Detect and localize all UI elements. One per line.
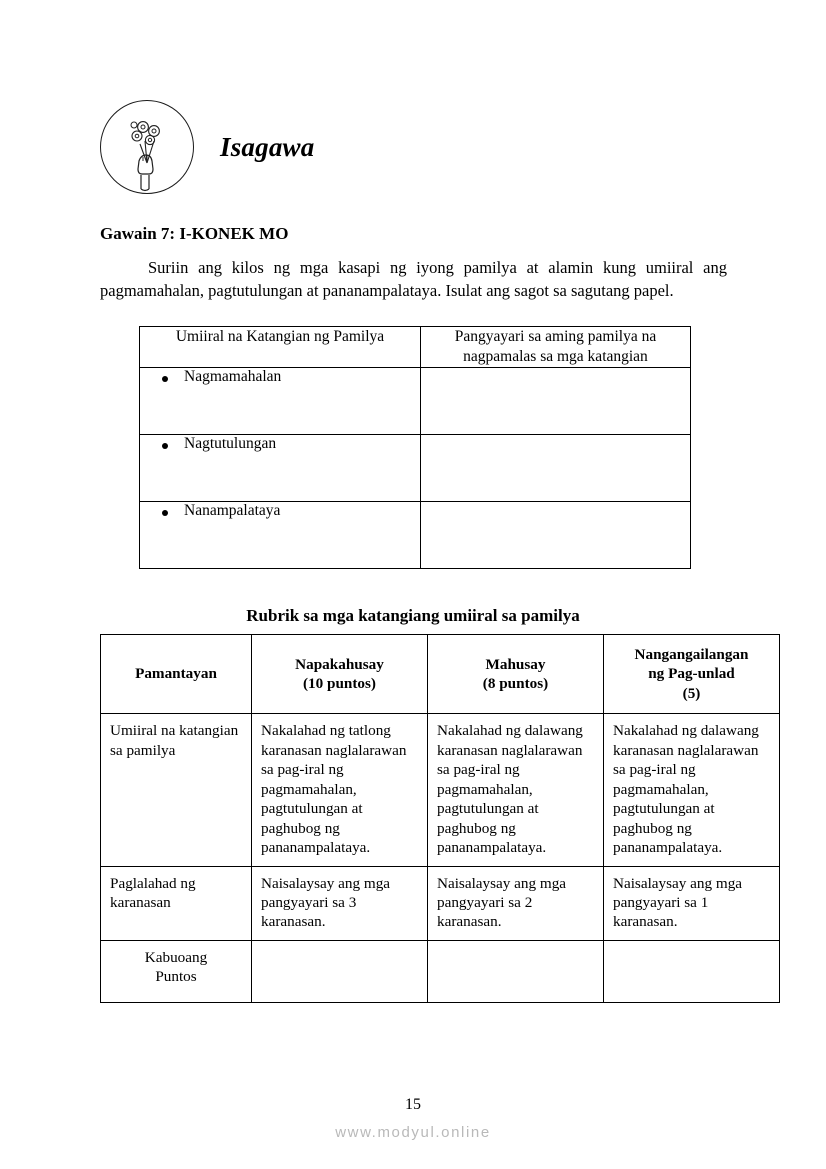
- rubric-header-line: (8 puntos): [482, 675, 549, 693]
- rubric-cell-level-3: Naisalaysay ang mga pangyayari sa 1 karanasan.: [604, 866, 780, 940]
- worksheet-answer-cell[interactable]: [421, 435, 691, 502]
- table-row: [140, 502, 691, 569]
- bullet-icon: [162, 510, 168, 516]
- rubric-header-line: (5): [682, 684, 701, 702]
- worksheet-table: [139, 326, 691, 569]
- rubric-row: [101, 866, 780, 940]
- rubric-header-line: Nangangailangan: [634, 646, 749, 663]
- rubric-cell-level-2: Naisalaysay ang mga pangyayari sa 2 karanasan.: [428, 866, 604, 940]
- rubric-title: Rubrik sa mga katangiang umiiral sa pamilya: [246, 606, 580, 625]
- rubric-header-line: Pamantayan: [135, 665, 217, 683]
- hand-with-flowers-icon: [100, 100, 194, 194]
- activity-title: Gawain 7: I-KONEK MO: [100, 224, 289, 243]
- rubric-total-level-3[interactable]: [604, 940, 780, 1002]
- table-row: [140, 435, 691, 502]
- rubric-total-label: [101, 940, 252, 1002]
- watermark: www.modyul.online: [335, 1124, 491, 1141]
- rubric-header-line: ng Pag-unlad: [648, 665, 735, 683]
- bullet-icon: [162, 443, 168, 449]
- rubric-total-label-line: Puntos: [155, 968, 197, 986]
- rubric-criterion: Umiiral na katangian sa pamilya: [101, 714, 252, 866]
- page-number: 15: [405, 1096, 421, 1113]
- worksheet-answer-cell[interactable]: [421, 502, 691, 569]
- bullet-icon: [162, 376, 168, 382]
- worksheet-header-trait: Umiiral na Katangian ng Pamilya: [140, 327, 421, 368]
- section-title: Isagawa: [220, 131, 315, 162]
- rubric-table: [100, 634, 780, 1003]
- rubric-header-level-1: [252, 635, 428, 714]
- rubric-header-level-3: [604, 635, 780, 714]
- worksheet-header-event: Pangyayari sa aming pamilya na nagpamalas sa mga katangian: [421, 327, 691, 368]
- rubric-criterion: Paglalahad ng karanasan: [101, 866, 252, 940]
- worksheet-trait-cell: [140, 435, 421, 502]
- rubric-total-label-line: Kabuoang: [144, 948, 208, 966]
- rubric-header-line: Napakahusay: [295, 655, 384, 673]
- rubric-cell-level-1: Naisalaysay ang mga pangyayari sa 3 karanasan.: [252, 866, 428, 940]
- rubric-cell-level-3: Nakalahad ng dalawang karanasan naglalarawan sa pag-iral ng pagmamahalan, pagtutulungan at paghubog ng pananampalataya.: [604, 714, 780, 866]
- worksheet-trait-cell: [140, 368, 421, 435]
- rubric-header-level-2: [428, 635, 604, 714]
- rubric-cell-level-1: Nakalahad ng tatlong karanasan naglalarawan sa pag-iral ng pagmamahalan, pagtutulungan at paghubog ng pananampalataya.: [252, 714, 428, 866]
- rubric-header-line: (10 puntos): [302, 675, 376, 693]
- table-header-row: [140, 327, 691, 368]
- rubric-row: [101, 714, 780, 866]
- worksheet-answer-cell[interactable]: [421, 368, 691, 435]
- rubric-total-level-2[interactable]: [428, 940, 604, 1002]
- worksheet-trait-label: Nanampalataya: [184, 502, 281, 520]
- table-row: [140, 368, 691, 435]
- worksheet-trait-cell: [140, 502, 421, 569]
- rubric-header-criterion: [101, 635, 252, 714]
- rubric-total-row: [101, 940, 780, 1002]
- worksheet-trait-label: Nagmamahalan: [184, 368, 282, 386]
- worksheet-trait-label: Nagtutulungan: [184, 435, 277, 453]
- rubric-header-line: Mahusay: [485, 655, 546, 673]
- rubric-total-level-1[interactable]: [252, 940, 428, 1002]
- rubric-header-row: [101, 635, 780, 714]
- section-header: [100, 100, 314, 194]
- rubric-cell-level-2: Nakalahad ng dalawang karanasan naglalarawan sa pag-iral ng pagmamahalan, pagtutulungan at paghubog ng pananampalataya.: [428, 714, 604, 866]
- activity-instructions: Suriin ang kilos ng mga kasapi ng iyong pamilya at alamin kung umiiral ang pagmamahalan, pagtutulungan at pananampalataya. Isulat ang sagot sa sagutang papel.: [100, 258, 727, 301]
